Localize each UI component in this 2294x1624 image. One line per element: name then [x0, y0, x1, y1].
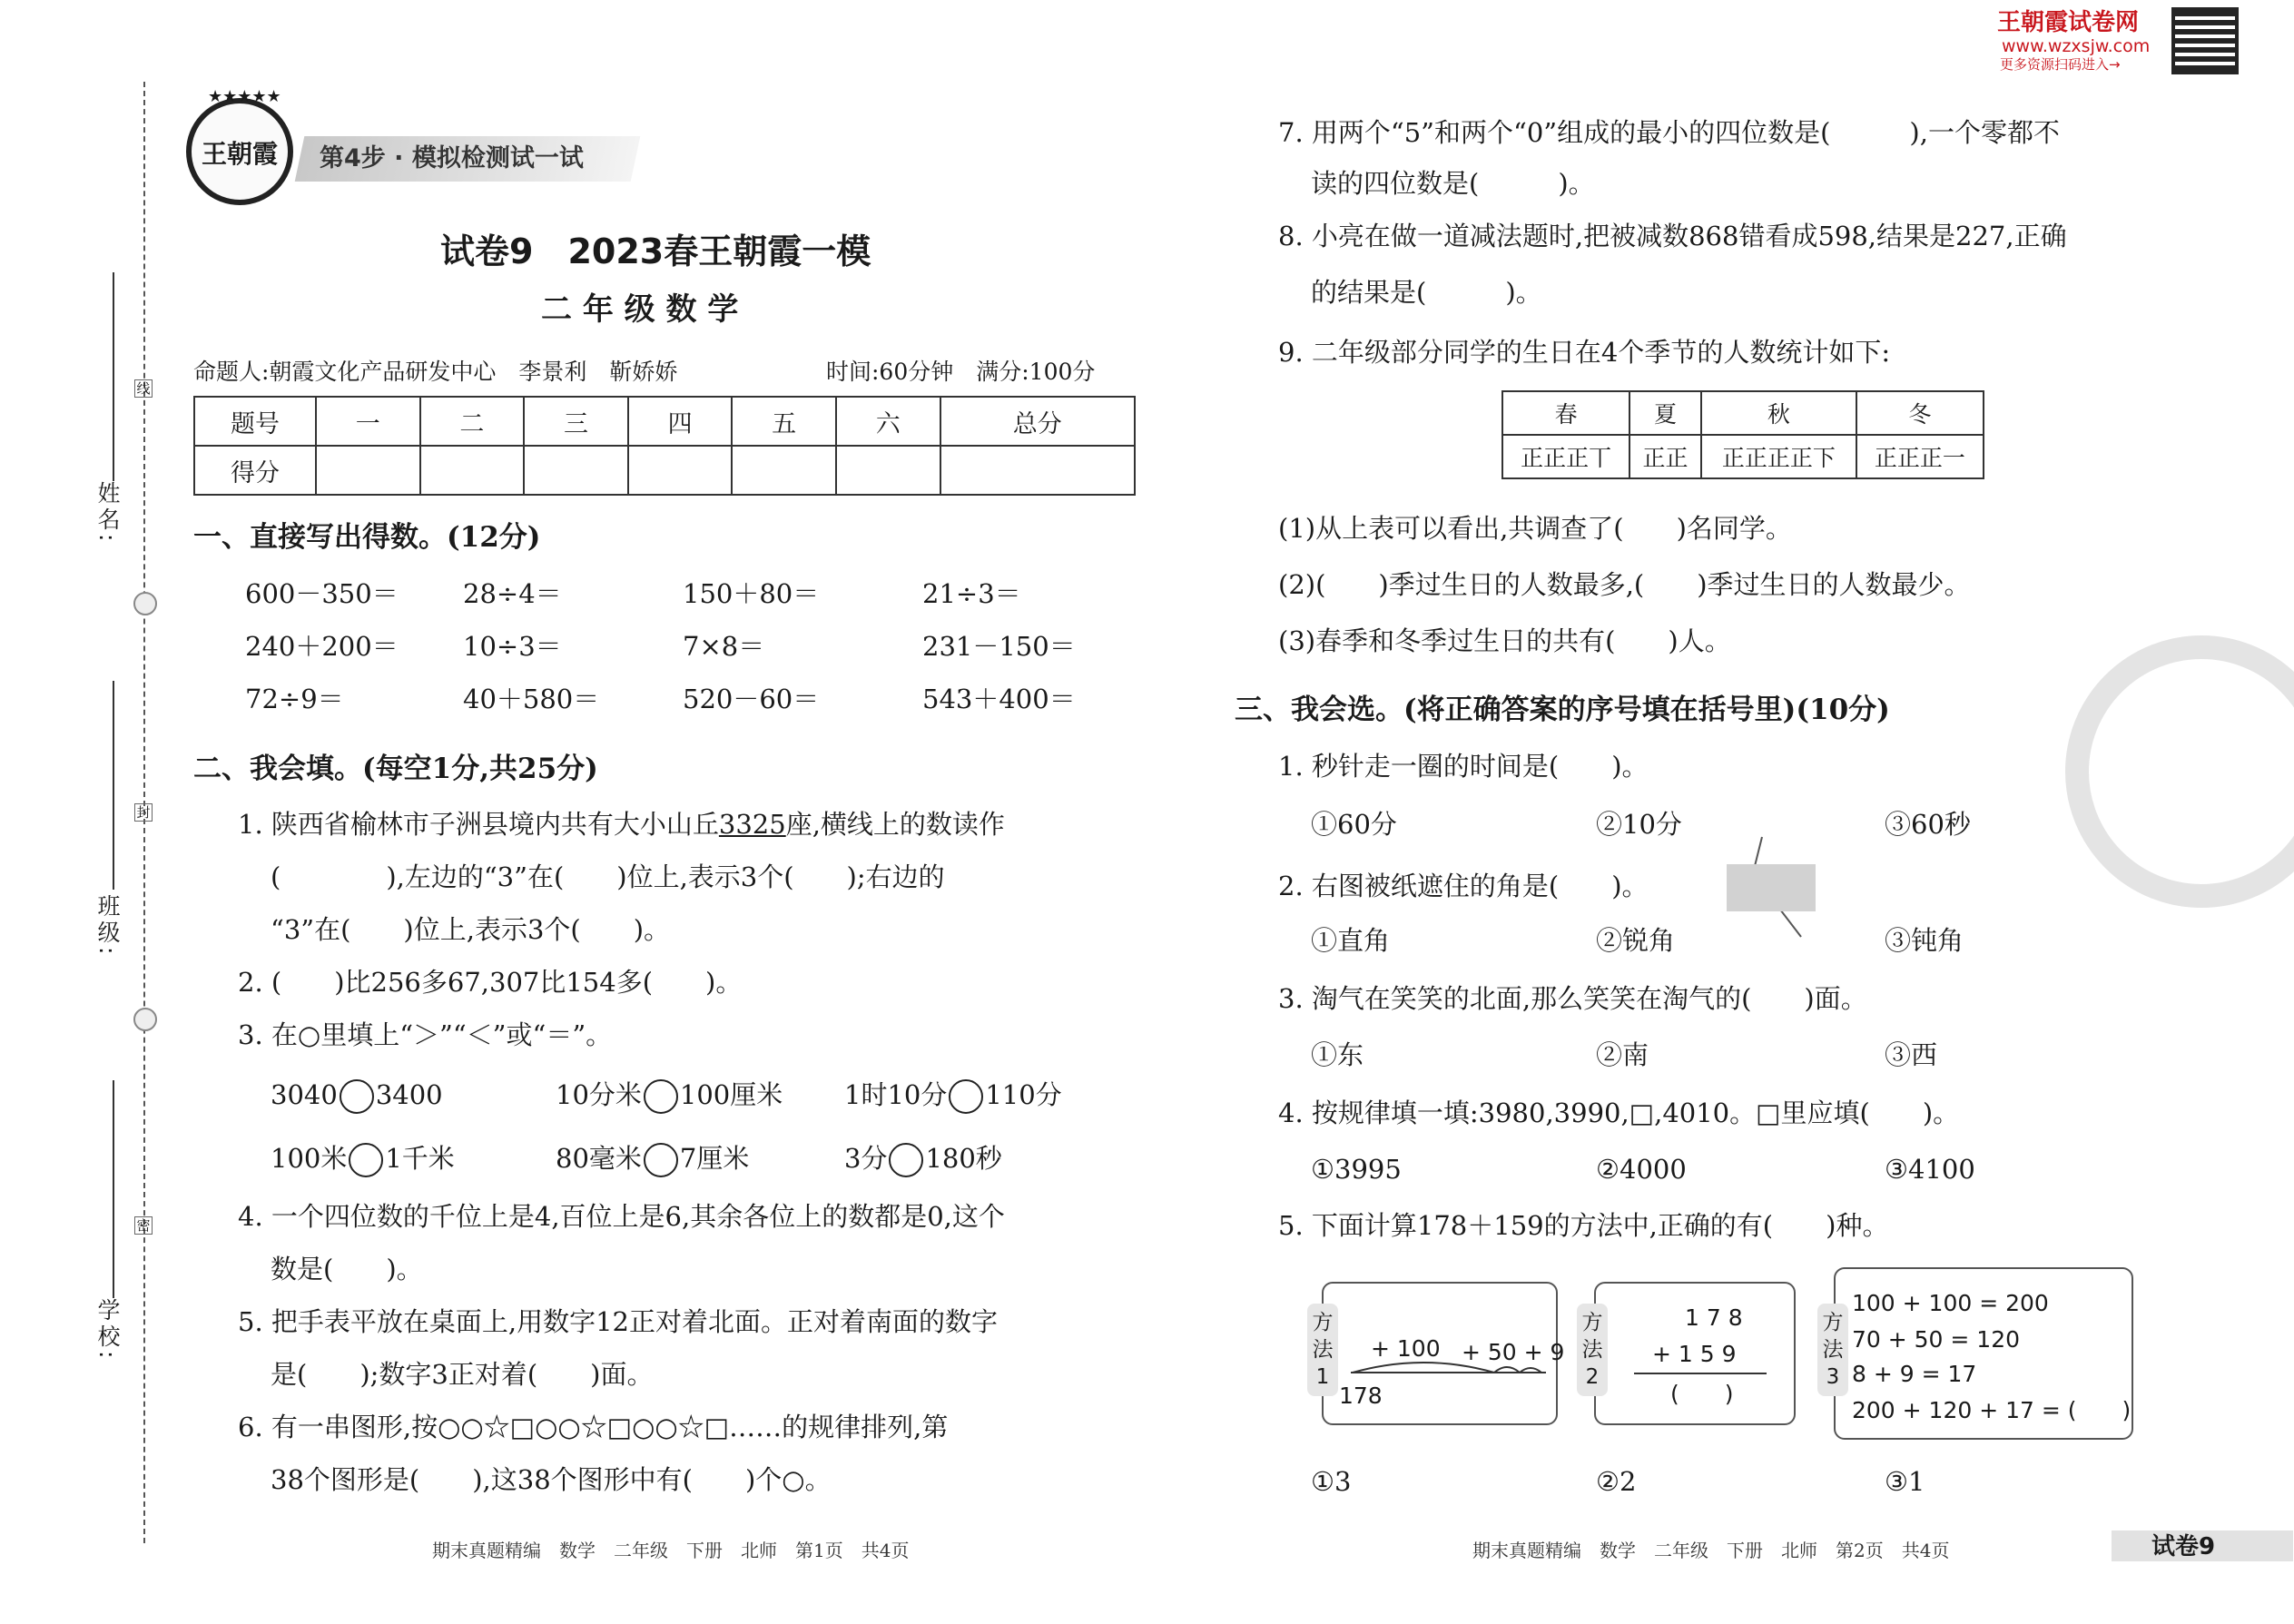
binding-mark-seal: 封 — [134, 803, 153, 822]
calc-item: 21÷3＝ — [922, 578, 1021, 609]
compare-item: 100米 1千米 — [271, 1140, 455, 1177]
site-tip: 更多资源扫码进入→ — [2000, 56, 2121, 73]
calc-item: 40＋580＝ — [463, 684, 600, 714]
score-header: 总分 — [940, 397, 1135, 446]
compare-circle[interactable] — [949, 1079, 983, 1114]
section2-title: 二、我会填。(每空1分,共25分) — [193, 753, 598, 785]
choice-option[interactable]: ③西 — [1885, 1039, 1938, 1070]
q9-sub2: (2)( )季过生日的人数最多,( )季过生日的人数最少。 — [1278, 569, 1971, 600]
score-header: 五 — [732, 397, 836, 446]
binding-mark-secret: 密 — [134, 1216, 153, 1235]
section3-title: 三、我会选。(将正确答案的序号填在括号里)(10分) — [1235, 694, 1890, 726]
compare-circle[interactable] — [644, 1079, 678, 1114]
calc-item: 600－350＝ — [245, 578, 399, 609]
choice-option[interactable]: ①3995 — [1311, 1154, 1402, 1185]
method3-label: 方法3 — [1817, 1304, 1848, 1396]
score-header: 二 — [420, 397, 525, 446]
step-label: 第4步 · 模拟检测试一试 — [320, 144, 584, 172]
q1-underlined-number: 3325 — [718, 809, 786, 840]
footer-left: 期末真题精编 数学 二年级 下册 北师 第1页 共4页 — [432, 1540, 910, 1561]
score-cell[interactable] — [940, 446, 1135, 495]
class-label: 班级: — [94, 894, 121, 959]
q6-line1: 6. 有一串图形,按○○☆□○○☆□○○☆□……的规律排列,第 — [238, 1412, 949, 1442]
score-header: 题号 — [194, 397, 316, 446]
choice-option[interactable]: ③60秒 — [1885, 809, 1971, 840]
score-table — [193, 396, 1136, 496]
method3-line: 100 + 100 = 200 — [1852, 1290, 2049, 1316]
season-header: 夏 — [1629, 391, 1701, 435]
q8-line1: 8. 小亮在做一道减法题时,把被减数868错看成598,结果是227,正确 — [1278, 221, 2067, 251]
binding-mark-line: 线 — [134, 379, 153, 398]
q7-line2: 读的四位数是( )。 — [1311, 168, 1595, 199]
compare-circle[interactable] — [340, 1079, 374, 1114]
secret-watermark-icon — [2065, 635, 2294, 908]
score-cell[interactable] — [628, 446, 733, 495]
q2: 2. ( )比256多67,307比154多( )。 — [238, 967, 743, 998]
q1-text-b: 座,横线上的数读作 — [785, 809, 1005, 840]
method1-start: 178 — [1339, 1383, 1383, 1409]
compare-circle[interactable] — [349, 1143, 383, 1177]
q4-line1: 4. 一个四位数的千位上是4,百位上是6,其余各位上的数都是0,这个 — [238, 1201, 1005, 1232]
method2-mid: + 1 5 9 — [1652, 1341, 1737, 1367]
season-tally: 正正 — [1629, 435, 1701, 478]
choice-option[interactable]: ①直角 — [1311, 925, 1391, 956]
school-blank-line — [113, 1080, 114, 1298]
calc-item: 231－150＝ — [922, 631, 1076, 662]
score-header: 一 — [316, 397, 420, 446]
qr-code-icon[interactable] — [2171, 7, 2239, 74]
calc-item: 10÷3＝ — [463, 631, 562, 662]
method3-line: 8 + 9 = 17 — [1852, 1361, 1977, 1387]
q1-line3: “3”在( )位上,表示3个( )。 — [271, 914, 671, 945]
subject-title: 二 年 级 数 学 — [541, 291, 739, 328]
season-tally: 正正正一 — [1856, 435, 1984, 478]
q5-line2: 是( );数字3正对着( )面。 — [271, 1359, 654, 1390]
q7-line1: 7. 用两个“5”和两个“0”组成的最小的四位数是( ),一个零都不 — [1278, 117, 2060, 148]
season-table — [1501, 390, 1984, 479]
season-tally: 正正正正下 — [1701, 435, 1856, 478]
footer-tag: 试卷9 — [2151, 1533, 2216, 1560]
choice-option[interactable]: ③4100 — [1885, 1154, 1975, 1185]
paper-title: 试卷9 2023春王朝霞一模 — [440, 231, 871, 271]
site-name: 王朝霞试卷网 — [1997, 9, 2140, 36]
q8-line2: 的结果是( )。 — [1311, 277, 1542, 308]
method2-label: 方法2 — [1577, 1304, 1608, 1396]
compare-circle[interactable] — [644, 1143, 678, 1177]
name-label: 姓名: — [94, 481, 121, 546]
choice-option[interactable]: ②2 — [1596, 1466, 1637, 1497]
calc-item: 520－60＝ — [683, 684, 820, 714]
q5-line1: 5. 把手表平放在桌面上,用数字12正对着北面。正对着南面的数字 — [238, 1306, 999, 1337]
choice-stem: 1. 秒针走一圈的时间是( )。 — [1278, 751, 1649, 782]
compare-item: 3分 180秒 — [844, 1140, 1002, 1177]
season-header: 秋 — [1701, 391, 1856, 435]
score-cell[interactable] — [836, 446, 940, 495]
site-url: www.wzxsjw.com — [2002, 36, 2151, 56]
method1-label: 方法1 — [1307, 1304, 1338, 1396]
season-header: 春 — [1502, 391, 1629, 435]
method3-line: 200 + 120 + 17 = ( ) — [1852, 1397, 2132, 1423]
calc-item: 28÷4＝ — [463, 578, 562, 609]
choice-option[interactable]: ②10分 — [1596, 809, 1682, 840]
compare-circle[interactable] — [889, 1143, 923, 1177]
choice-option[interactable]: ①东 — [1311, 1039, 1364, 1070]
choice-stem: 2. 右图被纸遮住的角是( )。 — [1278, 871, 1649, 901]
choice-stem: 5. 下面计算178＋159的方法中,正确的有( )种。 — [1278, 1210, 1889, 1241]
score-cell[interactable] — [732, 446, 836, 495]
compare-item: 10分米 100厘米 — [556, 1077, 783, 1114]
compare-item: 3040 3400 — [271, 1077, 443, 1114]
score-cell[interactable] — [420, 446, 525, 495]
choice-option[interactable]: ②南 — [1596, 1039, 1649, 1070]
method1-jump1: + 100 — [1371, 1335, 1441, 1362]
method2-sum-line — [1634, 1373, 1767, 1374]
method2-bottom: ( ) — [1670, 1381, 1734, 1407]
score-header: 三 — [524, 397, 628, 446]
q1-line2: ( ),左边的“3”在( )位上,表示3个( );右边的 — [271, 861, 945, 892]
q1-line1 — [238, 806, 1005, 842]
choice-stem: 4. 按规律填一填:3980,3990,□,4010。□里应填( )。 — [1278, 1097, 1960, 1128]
season-tally: 正正正丅 — [1502, 435, 1629, 478]
choice-option[interactable]: ①3 — [1311, 1466, 1352, 1497]
logo-text: 王朝霞 — [201, 139, 278, 169]
score-header: 六 — [836, 397, 940, 446]
method3-line: 70 + 50 = 120 — [1852, 1326, 2021, 1353]
section1-title: 一、直接写出得数。(12分) — [193, 521, 541, 554]
calc-item: 150＋80＝ — [683, 578, 820, 609]
choice-stem: 3. 淘气在笑笑的北面,那么笑笑在淘气的( )面。 — [1278, 983, 1867, 1014]
author-line: 命题人:朝霞文化产品研发中心 李景利 靳娇娇 — [193, 359, 678, 385]
logo-badge — [186, 87, 293, 205]
q9-sub1: (1)从上表可以看出,共调查了( )名同学。 — [1278, 513, 1792, 544]
logo-star-icon: ★★★★★ — [208, 87, 281, 106]
footer-right: 期末真题精编 数学 二年级 下册 北师 第2页 共4页 — [1472, 1540, 1950, 1561]
q9: 9. 二年级部分同学的生日在4个季节的人数统计如下: — [1278, 337, 1891, 368]
name-blank-line — [113, 272, 114, 481]
choice-option[interactable]: ②锐角 — [1596, 925, 1676, 956]
calc-item: 543＋400＝ — [922, 684, 1076, 714]
season-header: 冬 — [1856, 391, 1984, 435]
choice-option[interactable]: ③1 — [1885, 1466, 1925, 1497]
method2-top: 1 7 8 — [1685, 1304, 1743, 1331]
q1-text-a: 1. 陕西省榆林市子洲县境内共有大小山丘 — [238, 809, 719, 840]
score-header: 四 — [628, 397, 733, 446]
q3: 3. 在○里填上“＞”“＜”或“＝”。 — [238, 1019, 613, 1050]
school-label: 学校: — [94, 1298, 121, 1363]
q6-line2: 38个图形是( ),这38个图形中有( )个○。 — [271, 1464, 832, 1495]
compare-item: 1时10分 110分 — [844, 1077, 1062, 1114]
q4-line2: 数是( )。 — [271, 1254, 423, 1284]
choice-option[interactable]: ①60分 — [1311, 809, 1397, 840]
score-cell[interactable] — [316, 446, 420, 495]
covered-angle-figure — [1721, 833, 1821, 942]
choice-option[interactable]: ③钝角 — [1885, 925, 1964, 956]
class-blank-line — [113, 681, 114, 890]
calc-item: 240＋200＝ — [245, 631, 399, 662]
calc-item: 7×8＝ — [683, 631, 765, 662]
method1-jump2: + 50 + 9 — [1462, 1339, 1565, 1365]
compare-item: 80毫米 7厘米 — [556, 1140, 749, 1177]
q9-sub3: (3)春季和冬季过生日的共有( )人。 — [1278, 625, 1731, 656]
score-cell[interactable] — [524, 446, 628, 495]
binding-hole-icon — [133, 592, 157, 615]
calc-item: 72÷9＝ — [245, 684, 344, 714]
binding-hole-icon — [133, 1008, 157, 1031]
choice-option[interactable]: ②4000 — [1596, 1154, 1687, 1185]
score-row-label: 得分 — [194, 446, 316, 495]
time-line: 时间:60分钟 满分:100分 — [826, 359, 1096, 385]
